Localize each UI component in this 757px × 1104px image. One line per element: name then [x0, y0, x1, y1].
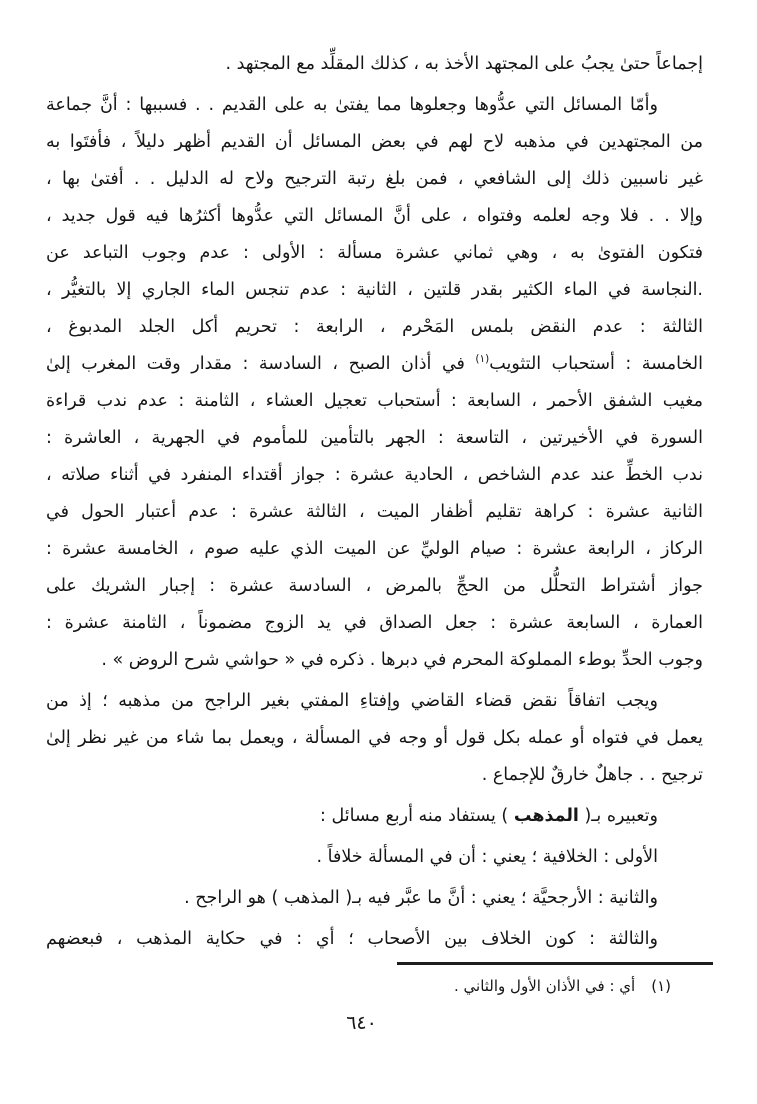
- text-line: [46, 457, 703, 494]
- text-segment: وجوب الحدِّ بوطء المملوكة المحرم في دبرها . ذكره في « حواشي شرح الروض » .: [101, 650, 703, 670]
- paragraph: [46, 798, 703, 835]
- text-line: [46, 605, 703, 642]
- text-line: [46, 420, 703, 457]
- paragraph: [46, 921, 703, 958]
- text-segment: الثانية عشرة : كراهة تقليم أظفار الميت ، الثالثة عشرة : عدم أعتبار الحول في: [46, 502, 703, 522]
- text-line: [46, 757, 703, 794]
- text-segment: والثالثة : كون الخلاف بين الأصحاب ؛ أي : في حكاية المذهب ، فبعضهم: [46, 929, 658, 949]
- page-number: ٦٤٠: [346, 1012, 377, 1034]
- text-line: [46, 198, 703, 235]
- footnote-marker: (١): [651, 977, 671, 995]
- text-line: [46, 346, 703, 383]
- text-segment: السورة في الأخيرتين ، التاسعة : الجهر بالتأمين للمأموم في الجهرية ، العاشرة :: [46, 428, 703, 448]
- paragraph: [46, 839, 703, 876]
- text-segment: .النجاسة في الماء الكثير بقدر قلتين ، الثانية : عدم تنجس الماء الجاري إلا بالتغيُّر ،: [46, 280, 703, 300]
- text-segment: إجماعاً حتىٰ يجبُ على المجتهد الأخذ به ، كذلك المقلِّد مع المجتهد .: [225, 54, 703, 74]
- text-segment: الثالثة : عدم النقض بلمس المَحْرم ، الرابعة : تحريم أكل الجلد المدبوغ ،: [46, 317, 703, 337]
- paragraph: [46, 683, 703, 794]
- paragraph: [46, 87, 703, 679]
- text-segment: جواز أشتراط التحلُّل من الحجِّ بالمرض ، السادسة عشرة : إجبار الشريك على: [46, 576, 703, 596]
- text-line: [46, 494, 703, 531]
- text-line: [46, 383, 703, 420]
- text-segment: وتعبيره بـ(: [578, 806, 658, 826]
- text-segment: ندب الخطِّ عند عدم الشاخص ، الحادية عشرة : جواز أقتداء المنفرد في أثناء صلاته ،: [46, 465, 703, 485]
- text-segment: مغيب الشفق الأحمر ، السابعة : أستحباب تعجيل العشاء ، الثامنة : عدم ندب قراءة: [46, 391, 703, 411]
- text-segment: يعمل في فتواه أو عمله بكل قول أو وجه في المسألة ، ويعمل بما شاء من غير نظر إلىٰ: [46, 728, 703, 748]
- text-line: [46, 568, 703, 605]
- text-segment: غير ناسبين ذلك إلى الشافعي ، فمن بلغ رتبة الترجيح ولاح له الدليل . . أفتىٰ بها ،: [46, 169, 703, 189]
- text-line: [46, 124, 703, 161]
- text-segment: من المجتهدين في مذهبه لاح لهم في بعض المسائل أن القديم أظهر دليلاً ، فأفتَوا به: [46, 132, 703, 152]
- text-segment: فتكون الفتوىٰ به ، وهي ثماني عشرة مسألة : الأولى : عدم وجوب التباعد عن: [46, 243, 703, 263]
- text-segment: العمارة ، السابعة عشرة : جعل الصداق في يد الزوج مضموناً ، الثامنة عشرة :: [46, 613, 703, 633]
- emphasized-term: المذهب: [513, 806, 579, 826]
- text-line: [46, 720, 703, 757]
- text-segment: ويجب اتفاقاً نقض قضاء القاضي وإفتاءِ المفتي بغير الراجح من مذهبه ؛ إذ من: [46, 691, 658, 711]
- text-line: [46, 683, 703, 720]
- text-line: [46, 161, 703, 198]
- text-line: [46, 880, 703, 917]
- text-line: [46, 642, 703, 679]
- text-segment: الركاز ، الرابعة عشرة : صيام الوليِّ عن الميت الذي عليه صوم ، الخامسة عشرة :: [46, 539, 703, 559]
- text-segment: في أذان الصبح ، السادسة : مقدار وقت المغرب إلىٰ: [46, 354, 476, 374]
- footnote-separator: [397, 962, 713, 965]
- text-segment: الأولى : الخلافية ؛ يعني : أن في المسألة خلافاً .: [316, 847, 658, 867]
- footnote: [46, 974, 671, 998]
- text-segment: وإلا . . فلا وجه لعلمه وفتواه ، على أنَّ المسائل التي عدُّوها أكثرُها فيه قول جديد ،: [46, 206, 703, 226]
- footnote-reference: (١): [475, 353, 490, 366]
- text-body: [46, 46, 703, 962]
- text-line: [46, 272, 703, 309]
- text-line: [46, 531, 703, 568]
- text-segment: ) يستفاد منه أربع مسائل :: [319, 806, 514, 826]
- text-line: [46, 309, 703, 346]
- text-segment: والثانية : الأرجحيَّة ؛ يعني : أنَّ ما عبَّر فيه بـ( المذهب ) هو الراجح .: [184, 888, 658, 908]
- text-line: [46, 839, 703, 876]
- text-line: [46, 798, 703, 835]
- paragraph: [46, 46, 703, 83]
- paragraph: [46, 880, 703, 917]
- text-line: [46, 87, 703, 124]
- text-segment: الخامسة : أستحباب التثويب: [489, 354, 703, 374]
- footnote-text: أي : في الأذان الأول والثاني .: [454, 977, 636, 995]
- text-line: [46, 921, 703, 958]
- text-line: [46, 235, 703, 272]
- text-line: [46, 46, 703, 83]
- text-segment: وأمّا المسائل التي عدُّوها وجعلوها مما يفتىٰ به على القديم . . فسببها : أنَّ جماعة: [46, 95, 658, 115]
- text-segment: ترجيح . . جاهلٌ خارقٌ للإجماع .: [481, 765, 703, 785]
